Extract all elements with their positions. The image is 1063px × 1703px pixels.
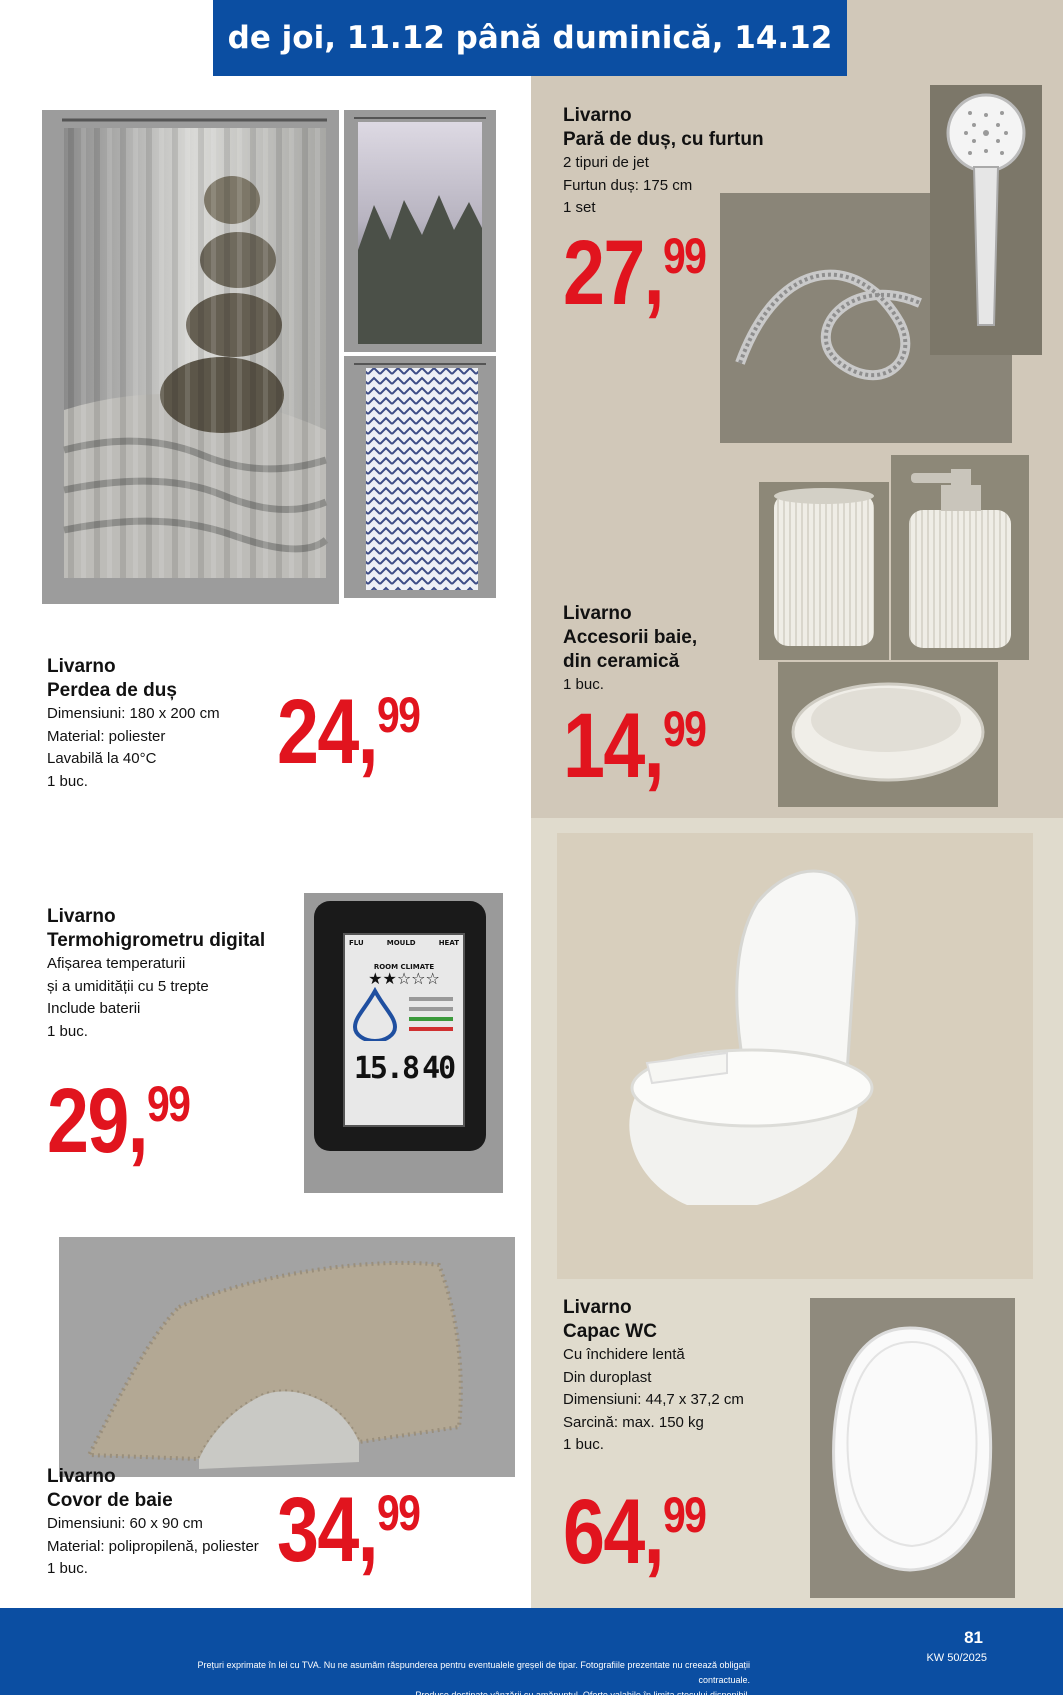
product-spec: 1 buc. (563, 1436, 604, 1453)
product-ceramic-accessories (563, 602, 763, 697)
product-name: Capac WC (563, 1321, 657, 1342)
product-brand: Livarno (563, 1297, 632, 1318)
disclaimer-line: Produse destinate vânzării cu amănuntul. Oferte valabile în limita stocului disponibil. (415, 1690, 750, 1700)
product-spec: Furtun duș: 175 cm (563, 176, 693, 194)
thermo-climate-label: ROOM CLIMATE (373, 963, 435, 971)
product-name-line: din ceramică (563, 651, 680, 672)
droplet-icon (345, 987, 463, 1041)
price-integer: 34, (277, 1479, 377, 1581)
soap-dispenser-image (891, 455, 1029, 660)
product-toilet-seat (563, 1296, 803, 1457)
shower-curtain-forest-image (344, 110, 496, 352)
product-brand: Livarno (47, 656, 116, 677)
product-spec: Lavabilă la 40°C (47, 750, 157, 767)
product-spec: 1 buc. (47, 1560, 88, 1577)
shower-curtain-pattern-image (344, 356, 496, 598)
price-decimals: 99 (146, 1076, 190, 1132)
toilet-image (557, 833, 1033, 1279)
bath-mat-image (59, 1237, 515, 1477)
product-brand: Livarno (563, 603, 632, 624)
offer-date-banner (213, 0, 847, 76)
price-integer: 29, (47, 1070, 147, 1172)
temperature-readout: 15.8 (353, 1051, 419, 1086)
toilet-seat-image (810, 1298, 1015, 1598)
product-spec: Din duroplast (563, 1368, 652, 1386)
week-code: KW 50/2025 (926, 1652, 987, 1664)
product-spec: 1 buc. (47, 1022, 88, 1040)
thermo-display (343, 933, 465, 1127)
product-spec: Dimensiuni: 44,7 x 37,2 cm (563, 1391, 744, 1408)
date-range-text: de joi, 11.12 până duminică, 14.12 (227, 20, 833, 56)
price-decimals: 99 (662, 701, 706, 757)
thermo-label: FLU (349, 939, 364, 947)
product-spec: 1 set (563, 199, 596, 216)
product-spec: Dimensiuni: 180 x 200 cm (47, 705, 220, 722)
product-spec: 1 buc. (47, 772, 88, 790)
product-spec: Cu închidere lentă (563, 1346, 685, 1363)
price-decimals: 99 (376, 1485, 420, 1541)
product-name-line: Accesorii baie, (563, 627, 698, 648)
product-spec: Dimensiuni: 60 x 90 cm (47, 1515, 203, 1532)
price-integer: 14, (563, 695, 663, 797)
disclaimer-line: Prețuri exprimate în lei cu TVA. Nu ne asumăm răspunderea pentru eventualele greșeli de tipar. Fotografiile prezentate nu creează obligații contractuale. (197, 1660, 750, 1685)
ceramic-cup-image (759, 482, 889, 660)
product-name: Covor de baie (47, 1490, 173, 1511)
product-shower-curtain (47, 655, 277, 793)
price-toilet-seat (563, 1481, 706, 1583)
humidity-readout: 40 (422, 1051, 455, 1086)
climate-stars-icon: ★★☆☆☆ (368, 969, 440, 988)
footer-disclaimer (150, 1658, 750, 1703)
price-bath-mat (277, 1479, 420, 1581)
price-decimals: 99 (662, 228, 706, 284)
product-spec: Material: polipropilenă, poliester (47, 1537, 259, 1555)
price-integer: 24, (277, 681, 377, 783)
product-spec: Include baterii (47, 1000, 141, 1017)
product-brand: Livarno (47, 906, 116, 927)
price-integer: 64, (563, 1481, 663, 1583)
price-decimals: 99 (662, 1487, 706, 1543)
price-shower-head (563, 222, 706, 324)
product-spec: Material: poliester (47, 727, 166, 745)
price-integer: 27, (563, 222, 663, 324)
thermo-label: MOULD (386, 939, 416, 947)
product-brand: Livarno (47, 1466, 116, 1487)
product-thermohygrometer (47, 905, 307, 1043)
product-spec: 2 tipuri de jet (563, 154, 649, 171)
product-spec: 1 buc. (563, 676, 604, 693)
soap-dish-image (778, 662, 998, 807)
product-spec: Afișarea temperaturii (47, 955, 186, 972)
page-number: 81 (964, 1628, 983, 1647)
shower-curtain-stones-image (42, 110, 339, 604)
price-shower-curtain (277, 681, 420, 783)
shower-head-detail-image (930, 85, 1042, 355)
product-shower-head (563, 104, 793, 220)
product-name: Pară de duș, cu furtun (563, 129, 764, 150)
product-spec: Sarcină: max. 150 kg (563, 1413, 704, 1431)
product-name: Perdea de duș (47, 680, 177, 701)
product-name: Termohigrometru digital (47, 930, 266, 951)
product-brand: Livarno (563, 105, 632, 126)
product-spec: și a umidității cu 5 trepte (47, 977, 209, 995)
price-thermohygrometer (47, 1070, 190, 1172)
price-ceramic-accessories (563, 695, 706, 797)
thermohygrometer-image (304, 893, 503, 1193)
thermo-label: HEAT (438, 939, 459, 947)
price-decimals: 99 (376, 687, 420, 743)
